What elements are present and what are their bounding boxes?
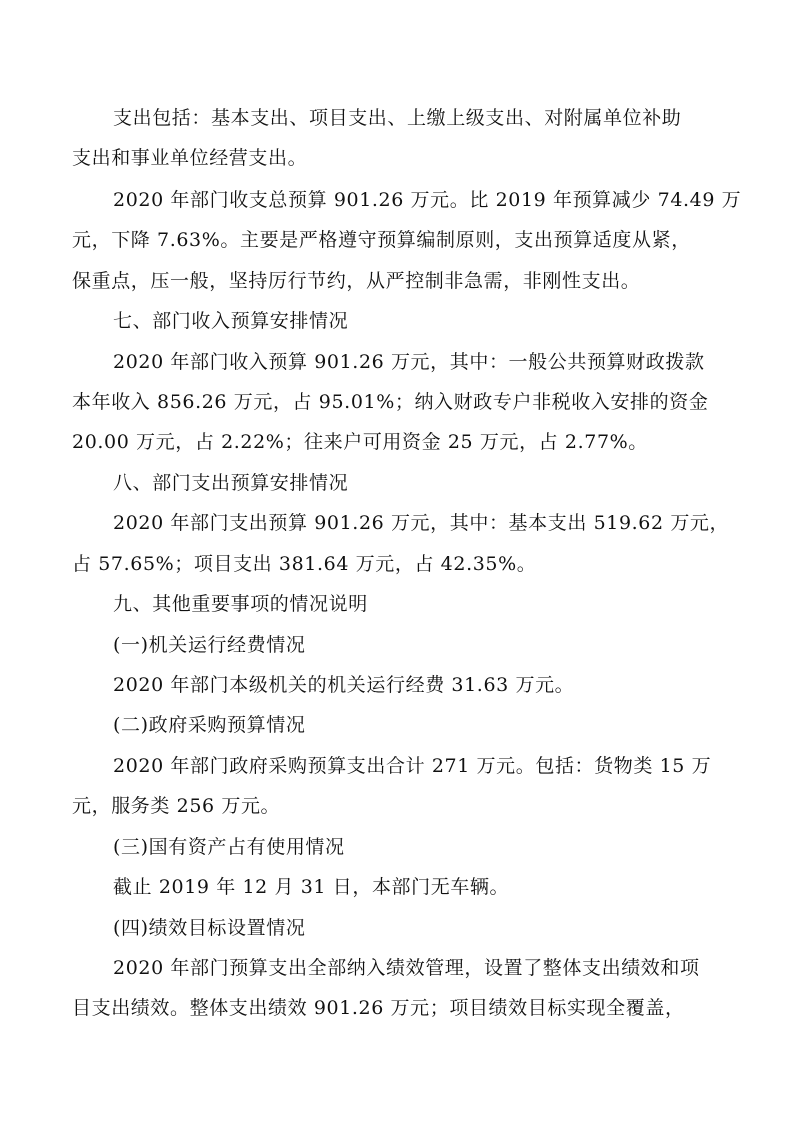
paragraph-line: 2020 年部门政府采购预算支出合计 271 万元。包括：货物类 15 万 — [113, 755, 712, 777]
paragraph-line: 本年收入 856.26 万元，占 95.01%；纳入财政专户非税收入安排的资金 — [72, 391, 709, 413]
section-heading: 九、其他重要事项的情况说明 — [113, 593, 368, 615]
paragraph-line: 支出包括：基本支出、项目支出、上缴上级支出、对附属单位补助 — [113, 107, 682, 129]
subsection-heading: (一)机关运行经费情况 — [113, 634, 306, 656]
paragraph-line: 2020 年部门收支总预算 901.26 万元。比 2019 年预算减少 74.49 万 — [113, 189, 742, 211]
paragraph-line: 元，服务类 256 万元。 — [72, 795, 281, 817]
paragraph-line: 保重点，压一般，坚持厉行节约，从严控制非急需，非刚性支出。 — [72, 270, 641, 292]
paragraph-line: 支出和事业单位经营支出。 — [72, 147, 308, 169]
subsection-heading: (四)绩效目标设置情况 — [113, 917, 306, 939]
subsection-heading: (二)政府采购预算情况 — [113, 714, 306, 736]
paragraph-line: 占 57.65%；项目支出 381.64 万元，占 42.35%。 — [72, 553, 537, 575]
section-heading: 八、部门支出预算安排情况 — [113, 472, 349, 494]
paragraph-line: 元，下降 7.63%。主要是严格遵守预算编制原则，支出预算适度从紧， — [72, 229, 691, 251]
section-heading: 七、部门收入预算安排情况 — [113, 310, 349, 332]
paragraph-line: 2020 年部门收入预算 901.26 万元，其中：一般公共预算财政拨款 — [113, 351, 705, 373]
paragraph-line: 截止 2019 年 12 月 31 日，本部门无车辆。 — [113, 876, 510, 898]
paragraph-line: 20.00 万元，占 2.22%；往来户可用资金 25 万元，占 2.77%。 — [72, 431, 648, 453]
paragraph-line: 2020 年部门支出预算 901.26 万元，其中：基本支出 519.62 万元， — [113, 512, 730, 534]
paragraph-line: 目支出绩效。整体支出绩效 901.26 万元；项目绩效目标实现全覆盖， — [72, 997, 685, 1019]
paragraph-line: 2020 年部门预算支出全部纳入绩效管理，设置了整体支出绩效和项 — [113, 957, 700, 979]
subsection-heading: (三)国有资产占有使用情况 — [113, 836, 345, 858]
paragraph-line: 2020 年部门本级机关的机关运行经费 31.63 万元。 — [113, 674, 575, 696]
